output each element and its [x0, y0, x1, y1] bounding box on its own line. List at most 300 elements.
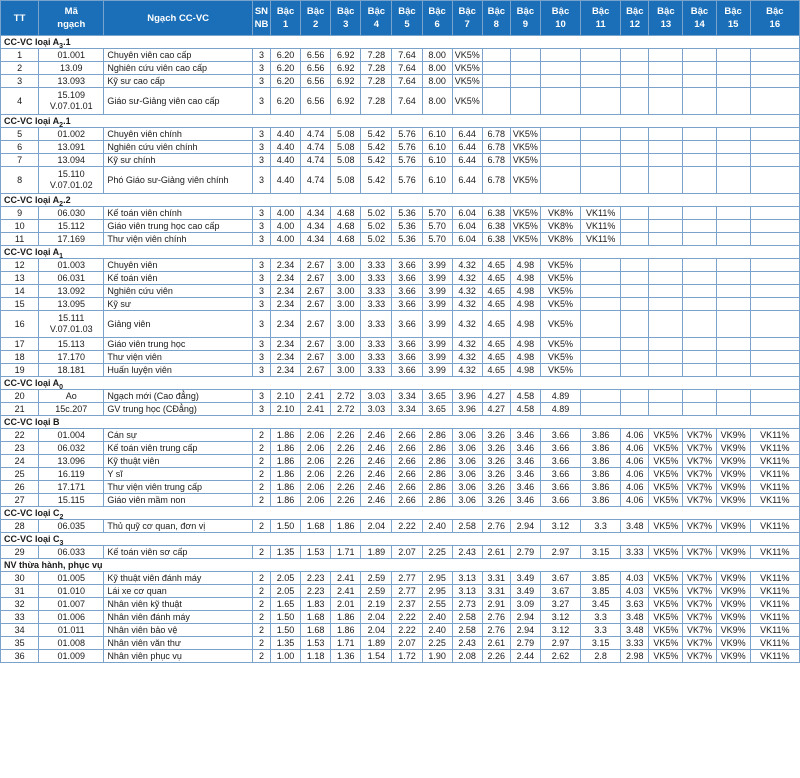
row-bac-10: VK5%: [540, 311, 580, 338]
row-tt: 30: [1, 572, 39, 585]
row-tt: 15: [1, 298, 39, 311]
row-bac-6: 2.86: [422, 494, 452, 507]
row-bac-8: 4.65: [482, 285, 510, 298]
row-bac-16: [750, 351, 799, 364]
row-bac-4: 2.04: [361, 611, 392, 624]
row-tt: 19: [1, 364, 39, 377]
row-bac-11: [581, 390, 621, 403]
row-bac-9: 3.46: [510, 481, 540, 494]
row-bac-3: 6.92: [331, 49, 361, 62]
row-code: [39, 572, 104, 585]
row-bac-16: VK11%: [750, 624, 799, 637]
row-sn-nb: 2: [252, 572, 270, 585]
row-bac-2: 2.41: [301, 403, 331, 416]
row-bac-16: [750, 62, 799, 75]
row-tt: 10: [1, 220, 39, 233]
row-bac-7: 3.06: [452, 481, 482, 494]
row-sn-nb: 3: [252, 403, 270, 416]
row-bac-9: [510, 88, 540, 115]
section-title: [1, 533, 800, 546]
row-bac-9: 2.94: [510, 611, 540, 624]
header-bac-14: Bậc 14: [683, 1, 716, 36]
row-bac-3: 4.68: [331, 220, 361, 233]
row-bac-9: 3.46: [510, 455, 540, 468]
row-bac-7: 3.13: [452, 572, 482, 585]
row-bac-6: 8.00: [422, 75, 452, 88]
row-bac-2: 2.67: [301, 285, 331, 298]
row-bac-8: 4.27: [482, 390, 510, 403]
row-bac-16: VK11%: [750, 455, 799, 468]
row-bac-2: 6.56: [301, 62, 331, 75]
row-bac-12: [621, 233, 649, 246]
row-bac-13: VK5%: [649, 572, 683, 585]
row-bac-13: [649, 364, 683, 377]
row-ngach-name: Kế toán viên trung cấp: [104, 442, 253, 455]
row-bac-14: [683, 390, 716, 403]
row-ngach-name: Lái xe cơ quan: [104, 585, 253, 598]
row-bac-15: [716, 338, 750, 351]
row-bac-5: 2.22: [392, 520, 422, 533]
row-bac-14: VK7%: [683, 611, 716, 624]
row-sn-nb: 2: [252, 481, 270, 494]
row-bac-6: 2.40: [422, 624, 452, 637]
row-bac-8: 2.76: [482, 520, 510, 533]
row-bac-12: 4.06: [621, 442, 649, 455]
row-code-line: 17.170: [57, 351, 86, 362]
row-bac-4: 2.46: [361, 481, 392, 494]
header-tt: TT: [1, 1, 39, 36]
row-bac-16: VK11%: [750, 494, 799, 507]
row-bac-1: 4.40: [270, 167, 300, 194]
row-code: [39, 207, 104, 220]
section-header-row: [1, 115, 800, 128]
section-title-suffix: .2: [63, 194, 71, 205]
row-code-line: 06.033: [57, 546, 86, 557]
row-bac-12: [621, 141, 649, 154]
row-bac-6: 3.65: [422, 403, 452, 416]
row-bac-9: [510, 49, 540, 62]
row-tt: 28: [1, 520, 39, 533]
row-sn-nb: 3: [252, 167, 270, 194]
row-bac-16: VK11%: [750, 520, 799, 533]
row-bac-2: 2.23: [301, 572, 331, 585]
header-sn-nb: SN NB: [252, 1, 270, 36]
row-bac-12: 2.98: [621, 650, 649, 663]
row-bac-1: 1.86: [270, 481, 300, 494]
row-code: [39, 351, 104, 364]
section-title-main: CC-VC loại A: [4, 194, 60, 205]
row-code-line: 01.009: [57, 650, 86, 661]
row-bac-4: 1.89: [361, 637, 392, 650]
row-bac-5: 2.77: [392, 585, 422, 598]
row-tt: 24: [1, 455, 39, 468]
header-bac-4: Bậc 4: [361, 1, 392, 36]
row-bac-12: 3.33: [621, 546, 649, 559]
row-code: [39, 650, 104, 663]
row-bac-12: 3.48: [621, 520, 649, 533]
row-bac-4: 1.54: [361, 650, 392, 663]
row-tt: 31: [1, 585, 39, 598]
row-bac-9: 2.94: [510, 520, 540, 533]
row-bac-8: 2.61: [482, 637, 510, 650]
row-bac-2: 6.56: [301, 75, 331, 88]
row-bac-10: 3.66: [540, 429, 580, 442]
row-bac-11: [581, 403, 621, 416]
row-bac-7: 2.58: [452, 611, 482, 624]
row-bac-4: 5.02: [361, 233, 392, 246]
row-bac-8: 4.65: [482, 311, 510, 338]
row-code-line: 16.119: [57, 468, 85, 479]
table-row: [1, 220, 800, 233]
row-ngach-name: GV trung học (CĐẳng): [104, 403, 253, 416]
row-bac-6: 2.25: [422, 637, 452, 650]
row-bac-10: [540, 154, 580, 167]
row-bac-4: 3.33: [361, 285, 392, 298]
row-bac-3: 2.26: [331, 494, 361, 507]
table-row: [1, 259, 800, 272]
section-title-main: CC-VC loại B: [4, 416, 60, 427]
row-bac-12: [621, 285, 649, 298]
row-bac-12: 4.03: [621, 585, 649, 598]
row-bac-11: [581, 338, 621, 351]
row-bac-3: 3.00: [331, 272, 361, 285]
row-bac-15: VK9%: [716, 481, 750, 494]
row-bac-5: 5.76: [392, 167, 422, 194]
row-bac-2: 4.74: [301, 141, 331, 154]
table-row: [1, 637, 800, 650]
row-bac-1: 6.20: [270, 75, 300, 88]
row-bac-1: 1.35: [270, 637, 300, 650]
row-code: [39, 546, 104, 559]
row-code-line: 17.171: [57, 481, 86, 492]
row-bac-5: 3.66: [392, 311, 422, 338]
row-bac-16: [750, 285, 799, 298]
row-bac-11: VK11%: [581, 207, 621, 220]
row-bac-4: 3.33: [361, 272, 392, 285]
row-code-line: 01.002: [57, 128, 86, 139]
row-bac-11: 3.45: [581, 598, 621, 611]
row-code-line: 15c.207: [55, 403, 88, 414]
table-row: [1, 128, 800, 141]
row-sn-nb: 3: [252, 88, 270, 115]
row-bac-4: 2.46: [361, 494, 392, 507]
row-ngach-name: Cán sự: [104, 429, 253, 442]
row-bac-10: VK8%: [540, 233, 580, 246]
row-bac-5: 3.66: [392, 338, 422, 351]
row-bac-5: 2.22: [392, 611, 422, 624]
row-tt: 1: [1, 49, 39, 62]
row-bac-3: 2.72: [331, 390, 361, 403]
row-bac-16: [750, 338, 799, 351]
row-bac-11: [581, 75, 621, 88]
row-bac-15: [716, 207, 750, 220]
row-code: [39, 338, 104, 351]
row-bac-12: [621, 167, 649, 194]
row-bac-10: 3.12: [540, 520, 580, 533]
row-bac-1: 4.40: [270, 154, 300, 167]
row-ngach-name: Kế toán viên: [104, 272, 253, 285]
row-bac-6: 2.86: [422, 429, 452, 442]
row-code: [39, 49, 104, 62]
row-ngach-name: Huấn luyện viên: [104, 364, 253, 377]
row-bac-3: 2.41: [331, 572, 361, 585]
row-bac-9: VK5%: [510, 233, 540, 246]
row-ngach-name: Nhân viên đánh máy: [104, 611, 253, 624]
table-row: [1, 403, 800, 416]
row-bac-7: VK5%: [452, 88, 482, 115]
row-ngach-name: Giáo viên trung học: [104, 338, 253, 351]
row-bac-15: VK9%: [716, 546, 750, 559]
section-title-subscript: 3: [59, 539, 64, 546]
table-row: [1, 351, 800, 364]
row-bac-4: 7.28: [361, 49, 392, 62]
section-title-subscript: 1: [59, 252, 64, 259]
row-code: [39, 494, 104, 507]
row-tt: 23: [1, 442, 39, 455]
row-bac-2: 2.23: [301, 585, 331, 598]
row-ngach-name: Thư viện viên chính: [104, 233, 253, 246]
row-bac-15: [716, 167, 750, 194]
row-bac-8: 4.65: [482, 298, 510, 311]
row-bac-7: 4.32: [452, 298, 482, 311]
row-bac-14: [683, 364, 716, 377]
row-tt: 11: [1, 233, 39, 246]
row-bac-6: 2.86: [422, 442, 452, 455]
row-bac-6: 6.10: [422, 154, 452, 167]
row-bac-7: 3.06: [452, 429, 482, 442]
row-bac-4: 2.19: [361, 598, 392, 611]
row-bac-10: VK8%: [540, 220, 580, 233]
row-sn-nb: 2: [252, 468, 270, 481]
row-bac-9: 2.94: [510, 624, 540, 637]
row-bac-2: 2.67: [301, 364, 331, 377]
table-row: [1, 442, 800, 455]
section-header-row: [1, 36, 800, 49]
row-code-line: 18.181: [57, 364, 86, 375]
row-tt: 3: [1, 75, 39, 88]
row-bac-7: 4.32: [452, 338, 482, 351]
section-header-row: [1, 377, 800, 390]
row-bac-6: 5.70: [422, 220, 452, 233]
table-row: [1, 233, 800, 246]
section-title: [1, 115, 800, 128]
row-code: [39, 88, 104, 115]
section-header-row: [1, 559, 800, 572]
row-bac-15: [716, 128, 750, 141]
row-bac-12: [621, 49, 649, 62]
row-sn-nb: 3: [252, 259, 270, 272]
row-bac-7: 4.32: [452, 285, 482, 298]
row-bac-9: 4.98: [510, 272, 540, 285]
row-bac-6: 2.55: [422, 598, 452, 611]
row-bac-11: [581, 285, 621, 298]
section-title-main: CC-VC loại A: [4, 377, 60, 388]
row-bac-11: 3.86: [581, 442, 621, 455]
row-bac-6: 3.99: [422, 364, 452, 377]
row-bac-3: 2.41: [331, 585, 361, 598]
row-bac-15: [716, 62, 750, 75]
row-sn-nb: 3: [252, 298, 270, 311]
row-tt: 5: [1, 128, 39, 141]
row-bac-15: VK9%: [716, 572, 750, 585]
table-row: [1, 624, 800, 637]
row-bac-12: [621, 338, 649, 351]
row-bac-12: 4.06: [621, 429, 649, 442]
row-bac-12: [621, 62, 649, 75]
row-bac-8: 6.78: [482, 141, 510, 154]
row-bac-8: 4.65: [482, 364, 510, 377]
row-bac-12: [621, 207, 649, 220]
row-bac-6: 8.00: [422, 88, 452, 115]
row-bac-1: 1.86: [270, 468, 300, 481]
row-ngach-name: Kế toán viên chính: [104, 207, 253, 220]
table-row: [1, 167, 800, 194]
row-bac-14: VK7%: [683, 494, 716, 507]
row-code-line: 15.112: [57, 220, 85, 231]
row-bac-5: 5.36: [392, 233, 422, 246]
row-bac-2: 2.06: [301, 429, 331, 442]
row-code: [39, 272, 104, 285]
section-title-main: CC-VC loại A: [4, 36, 60, 47]
row-bac-5: 2.07: [392, 637, 422, 650]
row-bac-1: 2.34: [270, 338, 300, 351]
row-tt: 35: [1, 637, 39, 650]
row-bac-10: 2.62: [540, 650, 580, 663]
row-bac-9: [510, 75, 540, 88]
row-bac-2: 2.67: [301, 298, 331, 311]
header-bac-9: Bậc 9: [510, 1, 540, 36]
row-code-line: 01.011: [57, 624, 85, 635]
section-header-row: [1, 507, 800, 520]
row-bac-13: VK5%: [649, 468, 683, 481]
row-bac-12: [621, 272, 649, 285]
row-bac-14: [683, 154, 716, 167]
row-bac-4: 5.02: [361, 220, 392, 233]
section-title: [1, 377, 800, 390]
row-bac-2: 1.18: [301, 650, 331, 663]
row-bac-5: 2.66: [392, 455, 422, 468]
table-row: [1, 572, 800, 585]
row-bac-3: 5.08: [331, 141, 361, 154]
row-bac-4: 2.59: [361, 572, 392, 585]
row-bac-13: VK5%: [649, 442, 683, 455]
table-row: [1, 141, 800, 154]
row-bac-2: 2.06: [301, 481, 331, 494]
row-bac-5: 3.66: [392, 298, 422, 311]
row-code-line: 15.115: [57, 494, 85, 505]
row-bac-8: 3.26: [482, 468, 510, 481]
row-sn-nb: 3: [252, 49, 270, 62]
section-title-subscript: 2: [59, 513, 64, 520]
row-bac-4: 7.28: [361, 62, 392, 75]
row-bac-4: 5.42: [361, 167, 392, 194]
row-ngach-name: Nhân viên văn thư: [104, 637, 253, 650]
row-code-line: 13.096: [57, 455, 86, 466]
row-bac-16: VK11%: [750, 546, 799, 559]
row-bac-11: [581, 167, 621, 194]
row-bac-2: 4.74: [301, 154, 331, 167]
row-bac-8: 4.65: [482, 259, 510, 272]
row-code: [39, 520, 104, 533]
row-bac-10: 2.97: [540, 637, 580, 650]
row-bac-6: 2.95: [422, 572, 452, 585]
row-bac-8: 3.31: [482, 585, 510, 598]
row-bac-12: [621, 364, 649, 377]
row-bac-13: [649, 311, 683, 338]
row-bac-3: 4.68: [331, 207, 361, 220]
row-bac-6: 3.99: [422, 298, 452, 311]
row-bac-11: [581, 364, 621, 377]
row-bac-2: 2.06: [301, 468, 331, 481]
section-title: [1, 416, 800, 429]
row-bac-12: 4.03: [621, 572, 649, 585]
row-bac-8: 2.76: [482, 624, 510, 637]
row-bac-13: [649, 285, 683, 298]
row-bac-4: 5.42: [361, 128, 392, 141]
table-row: [1, 285, 800, 298]
row-sn-nb: 2: [252, 494, 270, 507]
header-bac-1: Bậc 1: [270, 1, 300, 36]
row-bac-10: 3.66: [540, 442, 580, 455]
row-bac-9: 3.46: [510, 442, 540, 455]
row-bac-6: 6.10: [422, 128, 452, 141]
row-code: [39, 481, 104, 494]
row-bac-1: 1.50: [270, 611, 300, 624]
row-bac-14: [683, 259, 716, 272]
row-bac-6: 5.70: [422, 233, 452, 246]
row-bac-1: 1.86: [270, 429, 300, 442]
row-bac-16: VK11%: [750, 585, 799, 598]
header-bac-8: Bậc 8: [482, 1, 510, 36]
row-bac-8: 4.65: [482, 351, 510, 364]
row-bac-10: VK5%: [540, 364, 580, 377]
row-bac-5: 5.76: [392, 128, 422, 141]
table-row: [1, 49, 800, 62]
table-row: [1, 546, 800, 559]
row-bac-10: [540, 167, 580, 194]
row-bac-2: 4.74: [301, 128, 331, 141]
row-bac-8: 3.26: [482, 481, 510, 494]
row-bac-11: 3.3: [581, 520, 621, 533]
row-bac-11: 3.86: [581, 429, 621, 442]
table-row: [1, 62, 800, 75]
row-bac-7: 3.06: [452, 455, 482, 468]
row-bac-12: 3.63: [621, 598, 649, 611]
row-code: [39, 167, 104, 194]
row-code: [39, 285, 104, 298]
row-bac-3: 5.08: [331, 154, 361, 167]
row-bac-4: 7.28: [361, 88, 392, 115]
row-bac-9: 4.98: [510, 351, 540, 364]
row-tt: 18: [1, 351, 39, 364]
row-bac-12: [621, 351, 649, 364]
row-bac-1: 2.34: [270, 311, 300, 338]
row-tt: 4: [1, 88, 39, 115]
row-bac-12: [621, 311, 649, 338]
row-code: [39, 62, 104, 75]
row-code: [39, 429, 104, 442]
row-bac-16: VK11%: [750, 637, 799, 650]
row-code: [39, 637, 104, 650]
row-bac-5: 7.64: [392, 62, 422, 75]
row-bac-6: 6.10: [422, 141, 452, 154]
row-bac-13: [649, 154, 683, 167]
row-bac-4: 3.33: [361, 259, 392, 272]
row-bac-11: [581, 272, 621, 285]
row-sn-nb: 2: [252, 455, 270, 468]
row-bac-4: 3.03: [361, 390, 392, 403]
row-bac-13: [649, 220, 683, 233]
